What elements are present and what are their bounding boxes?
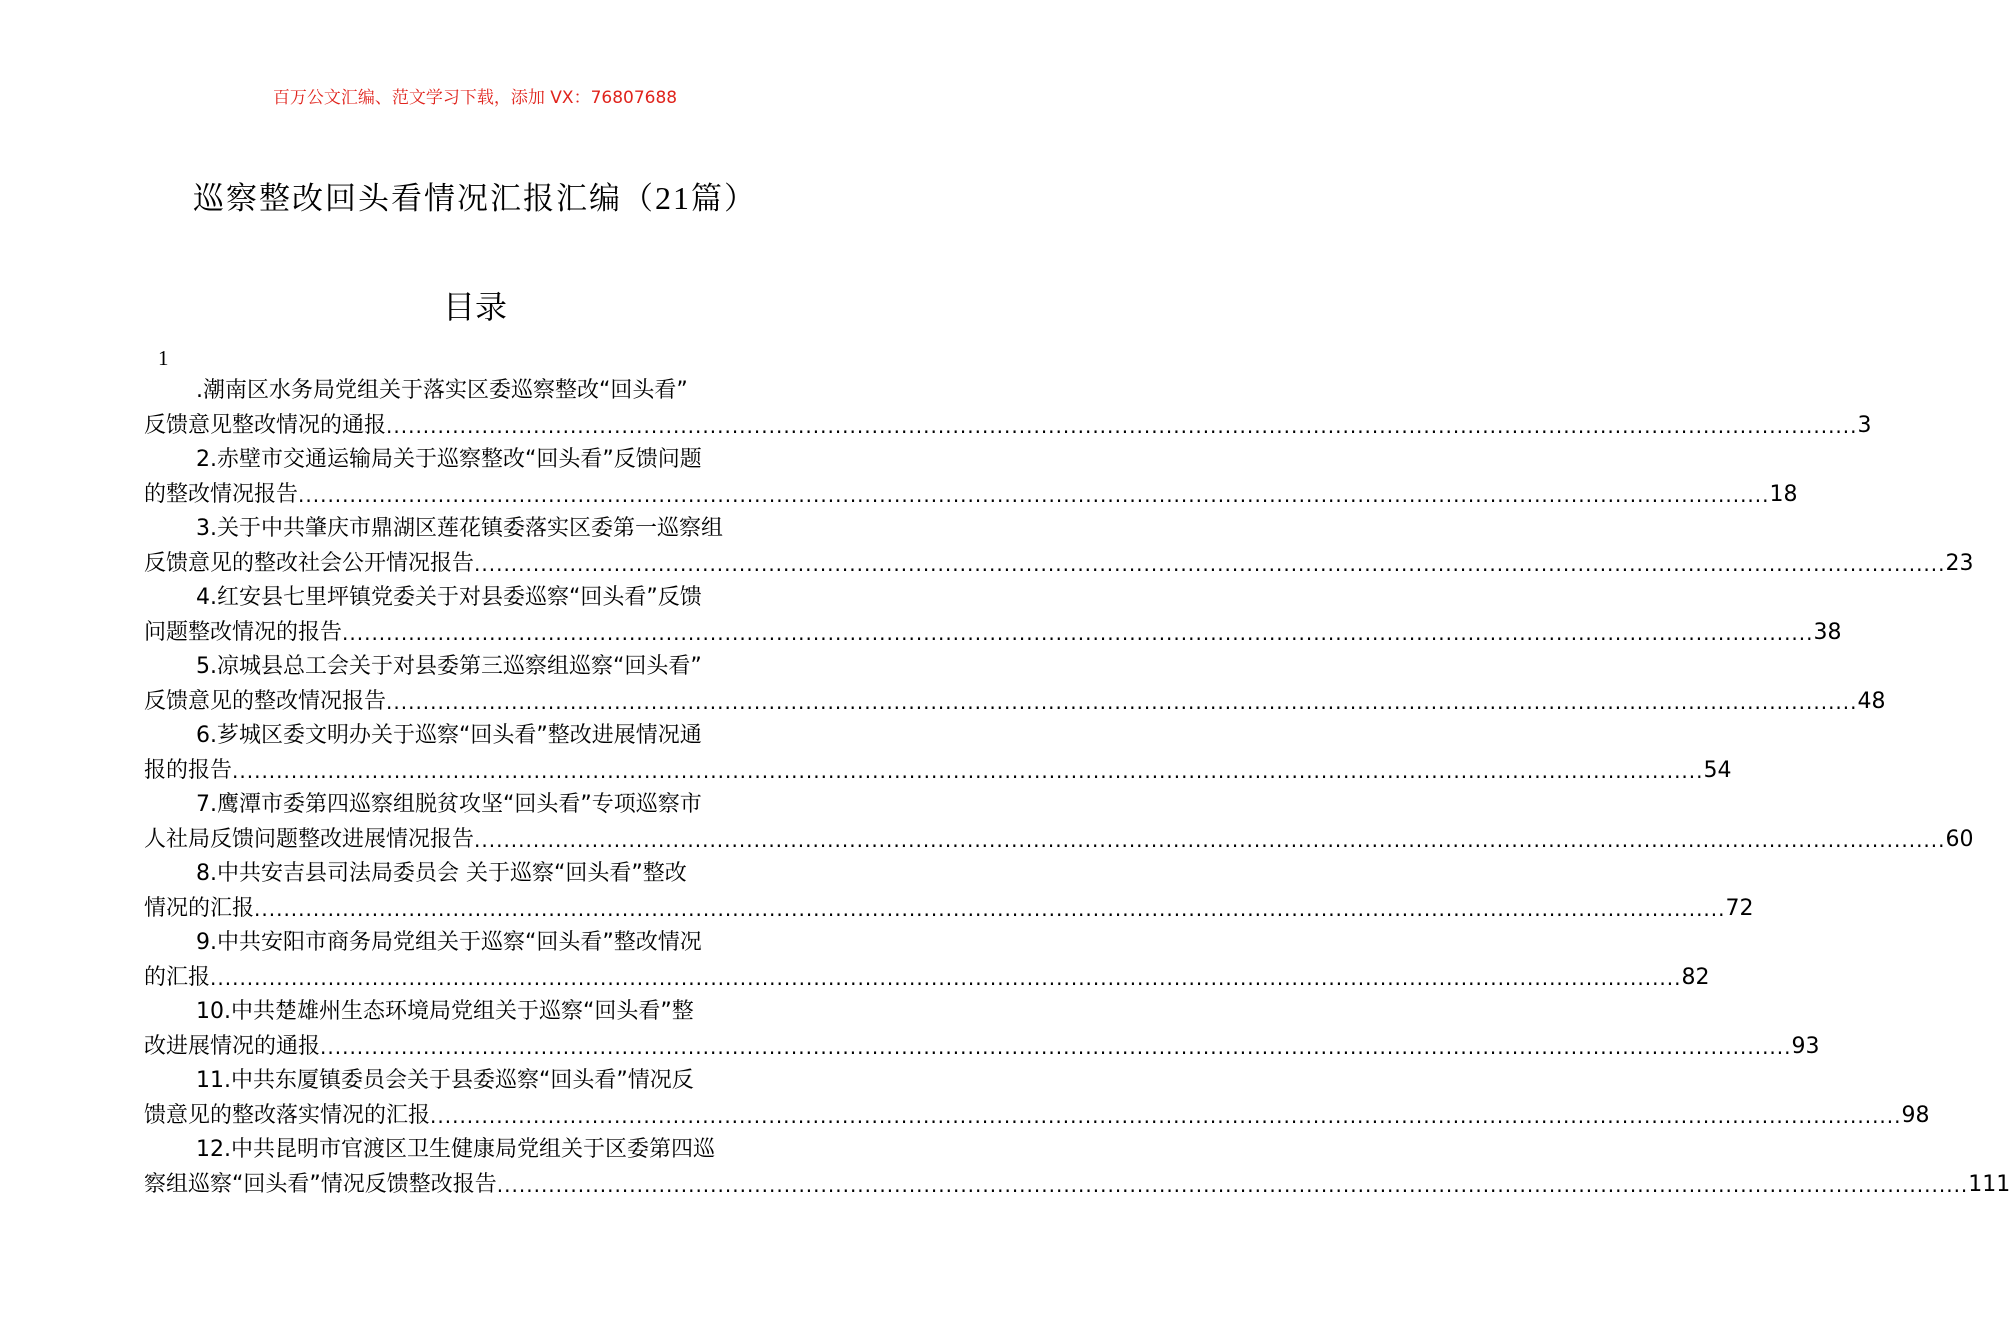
toc-entry-title-cont: 人社局反馈问题整改进展情况报告 bbox=[144, 826, 475, 852]
toc-page-number: 60 bbox=[1945, 826, 1974, 852]
dot-leader: ........................................................................................................................................................................................................ bbox=[386, 689, 1858, 714]
toc-page-number: 54 bbox=[1703, 757, 1732, 783]
toc-entry[interactable] bbox=[144, 857, 1754, 926]
title-prefix: 巡察整改回头看情况汇报汇编（ bbox=[193, 181, 655, 217]
toc-entry-title: .潮南区水务局党组关于落实区委巡察整改“回头看” bbox=[196, 378, 688, 403]
toc-lead-number: 1 bbox=[158, 346, 169, 370]
toc-entry[interactable] bbox=[144, 788, 1974, 857]
toc-page-number: 23 bbox=[1945, 550, 1974, 576]
toc-entry-title-cont: 的整改情况报告 bbox=[144, 481, 299, 507]
dot-leader: ........................................................................................................................................................................................................ bbox=[232, 758, 1704, 783]
toc-entry[interactable] bbox=[144, 719, 1732, 788]
toc-entry-title-cont: 的汇报 bbox=[144, 964, 211, 990]
toc-page-number: 93 bbox=[1791, 1033, 1820, 1059]
toc-entry-title: 7.鹰潭市委第四巡察组脱贫攻坚“回头看”专项巡察市 bbox=[196, 792, 702, 817]
table-of-contents bbox=[144, 374, 2010, 1202]
toc-entry-title-cont: 改进展情况的通报 bbox=[144, 1033, 321, 1059]
toc-entry[interactable] bbox=[144, 581, 1842, 650]
toc-entry-title: 2.赤壁市交通运输局关于巡察整改“回头看”反馈问题 bbox=[196, 447, 702, 472]
toc-entry-title-cont: 情况的汇报 bbox=[144, 895, 255, 921]
toc-entry[interactable] bbox=[144, 926, 1710, 995]
dot-leader: ........................................................................................................................................................................................................ bbox=[342, 620, 1814, 645]
dot-leader: ........................................................................................................................................................................................................ bbox=[210, 965, 1682, 990]
toc-entry-title: 6.芗城区委文明办关于巡察“回头看”整改进展情况通 bbox=[196, 723, 702, 748]
toc-heading: 目录 bbox=[442, 288, 507, 326]
toc-entry-title: 3.关于中共肇庆市鼎湖区莲花镇委落实区委第一巡察组 bbox=[196, 516, 723, 541]
dot-leader: ........................................................................................................................................................................................................ bbox=[298, 482, 1770, 507]
title-suffix: 篇） bbox=[691, 181, 757, 217]
document-title bbox=[0, 176, 950, 221]
toc-entry-title-cont: 反馈意见的整改社会公开情况报告 bbox=[144, 550, 475, 576]
toc-entry-title: 11.中共东厦镇委员会关于县委巡察“回头看”情况反 bbox=[196, 1068, 694, 1093]
toc-entry-title-cont: 馈意见的整改落实情况的汇报 bbox=[144, 1102, 431, 1128]
toc-entry[interactable] bbox=[144, 995, 1820, 1064]
toc-entry-title: 5.凉城县总工会关于对县委第三巡察组巡察“回头看” bbox=[196, 654, 702, 679]
toc-entry[interactable] bbox=[144, 443, 1798, 512]
dot-leader: ........................................................................................................................................................................................................ bbox=[386, 413, 1858, 438]
toc-page-number: 3 bbox=[1857, 412, 1872, 438]
toc-page-number: 38 bbox=[1813, 619, 1842, 645]
toc-entry[interactable] bbox=[144, 650, 1886, 719]
toc-page-number: 18 bbox=[1769, 481, 1798, 507]
toc-entry-title-cont: 察组巡察“回头看”情况反馈整改报告 bbox=[144, 1171, 497, 1197]
toc-entry-title: 12.中共昆明市官渡区卫生健康局党组关于区委第四巡 bbox=[196, 1137, 715, 1162]
dot-leader: ........................................................................................................................................................................................................ bbox=[474, 551, 1946, 576]
toc-entry[interactable] bbox=[144, 1064, 1930, 1133]
promo-banner: 百万公文汇编、范文学习下载，添加 VX：76807688 bbox=[272, 88, 678, 108]
toc-entry-title-cont: 反馈意见的整改情况报告 bbox=[144, 688, 387, 714]
title-count: 21 bbox=[655, 180, 691, 216]
toc-page-number: 98 bbox=[1901, 1102, 1930, 1128]
dot-leader: ........................................................................................................................................................................................................ bbox=[496, 1172, 1969, 1197]
dot-leader: ........................................................................................................................................................................................................ bbox=[474, 827, 1946, 852]
toc-entry[interactable] bbox=[144, 374, 1872, 443]
toc-entry-title-cont: 反馈意见整改情况的通报 bbox=[144, 412, 387, 438]
toc-page-number: 82 bbox=[1681, 964, 1710, 990]
toc-page-number: 111 bbox=[1968, 1171, 2010, 1197]
toc-entry-title: 10.中共楚雄州生态环境局党组关于巡察“回头看”整 bbox=[196, 999, 694, 1024]
toc-entry[interactable] bbox=[144, 512, 1974, 581]
toc-entry-title-cont: 报的报告 bbox=[144, 757, 233, 783]
dot-leader: ........................................................................................................................................................................................................ bbox=[254, 896, 1726, 921]
toc-entry-title: 9.中共安阳市商务局党组关于巡察“回头看”整改情况 bbox=[196, 930, 702, 955]
toc-entry[interactable] bbox=[144, 1133, 2010, 1202]
toc-page-number: 72 bbox=[1725, 895, 1754, 921]
dot-leader: ........................................................................................................................................................................................................ bbox=[430, 1103, 1902, 1128]
toc-page-number: 48 bbox=[1857, 688, 1886, 714]
toc-entry-title: 8.中共安吉县司法局委员会 关于巡察“回头看”整改 bbox=[196, 861, 687, 886]
dot-leader: ........................................................................................................................................................................................................ bbox=[320, 1034, 1792, 1059]
toc-entry-title-cont: 问题整改情况的报告 bbox=[144, 619, 343, 645]
toc-entry-title: 4.红安县七里坪镇党委关于对县委巡察“回头看”反馈 bbox=[196, 585, 702, 610]
